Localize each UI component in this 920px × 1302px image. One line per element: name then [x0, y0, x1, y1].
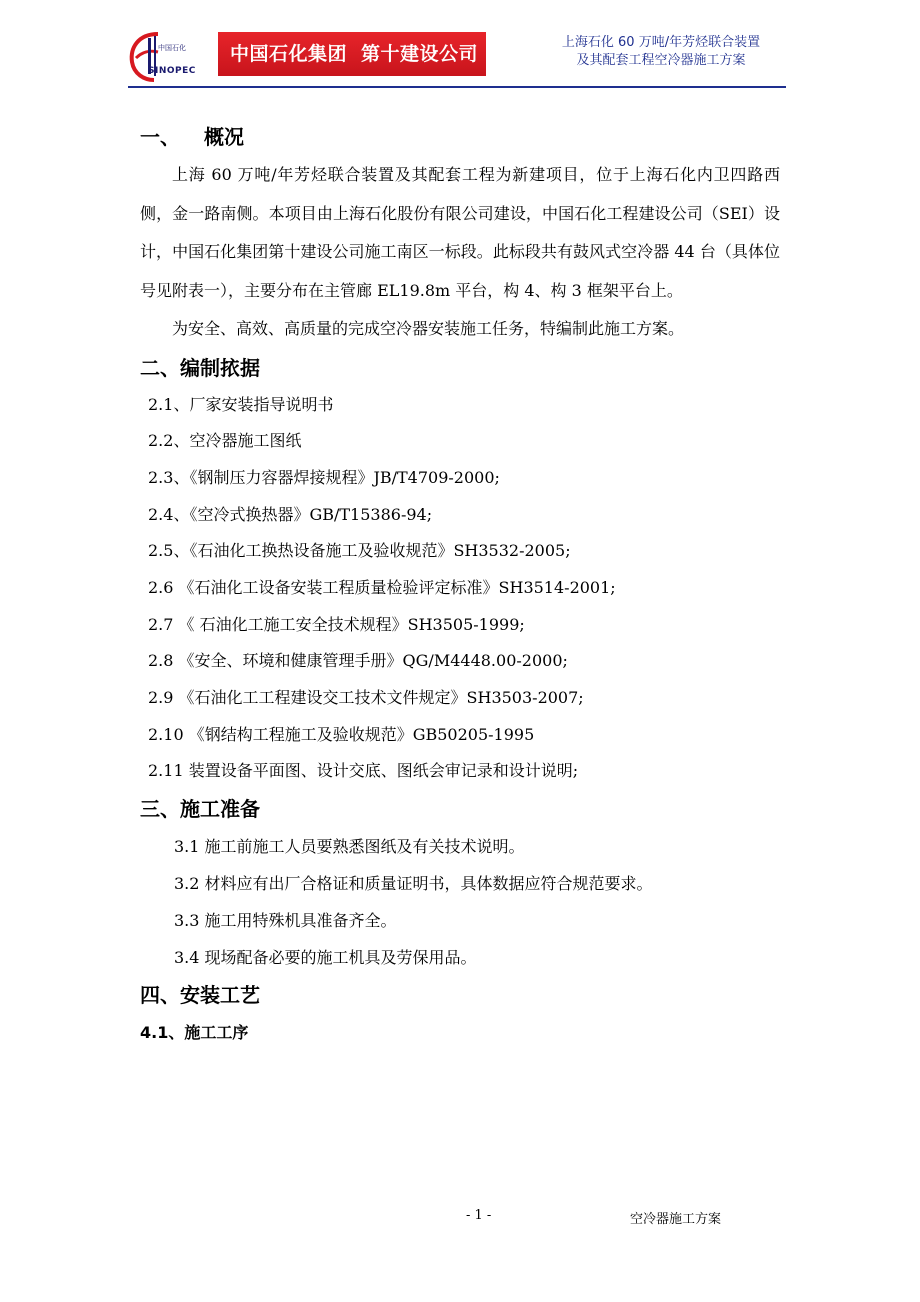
svg-text:中国石化: 中国石化: [158, 44, 186, 52]
list-item: 2.5、《石油化工换热设备施工及验收规范》SH3532-2005;: [148, 541, 571, 561]
subsection-heading-procedure: 4.1、施工工序: [140, 1023, 249, 1043]
list-item: 3.4 现场配备必要的施工机具及劳保用品。: [174, 948, 477, 968]
footer-doc-title: 空冷器施工方案: [630, 1212, 722, 1227]
list-item: 3.2 材料应有出厂合格证和质量证明书，具体数据应符合规范要求。: [174, 874, 653, 894]
banner-branch-name: 第十建设公司: [361, 43, 479, 65]
section-title: 编制挔据: [180, 355, 260, 380]
section-heading-preparation: [140, 790, 780, 828]
header-title-line2: 及其配套工程空冷器施工方案: [576, 53, 746, 68]
header-rule: [128, 86, 786, 88]
overview-purpose-paragraph: 为安全、高效、高质量的完成空冷器安装施工任务，特编制此施工方案。: [172, 319, 685, 338]
section-number: 三、: [140, 797, 180, 822]
list-item: 2.4、《空冷式换热器》GB/T15386-94;: [148, 504, 433, 524]
list-item: 2.2、空冷器施工图纸: [148, 431, 302, 451]
section-title: 安装工艺: [180, 983, 260, 1008]
header-doc-title: [536, 34, 786, 70]
document-body: [140, 118, 780, 1052]
list-item: 2.9 《石油化工工程建设交工技术文件规定》SH3503-2007;: [148, 688, 584, 707]
basis-list: [140, 387, 780, 791]
list-item: 3.3 施工用特殊机具准备齐全。: [174, 911, 397, 931]
list-item: 2.10 《钢结构工程施工及验收规范》GB50205-1995: [148, 724, 535, 744]
section-number: 四、: [140, 983, 180, 1008]
page-number: - 1 -: [466, 1208, 492, 1223]
list-item: 2.8 《安全、环境和健康管理手册》QG/M4448.00-2000;: [148, 651, 568, 671]
logo-brand-text: SINOPEC: [148, 66, 196, 76]
page-header: [128, 24, 786, 88]
section-heading-installation: [140, 976, 780, 1014]
company-banner: [218, 32, 486, 76]
banner-company-name: 中国石化集团: [230, 43, 348, 65]
list-item: 2.7 《 石油化工施工安全技术规程》SH3505-1999;: [148, 614, 525, 634]
preparation-list: [140, 828, 780, 976]
section-title: 施工准备: [180, 797, 260, 822]
page-footer: [0, 1208, 920, 1228]
section-number: 一、: [140, 125, 180, 149]
list-item: 2.1、厂家安装指导说明书: [148, 394, 334, 414]
section-number: 二、: [140, 355, 180, 380]
header-title-line1: 上海石化 60 万吨/年芳烃联合装置: [561, 35, 761, 50]
list-item: 3.1 施工前施工人员要熟悉图纸及有关技术说明。: [174, 837, 525, 857]
list-item: 2.3、《钢制压力容器焊接规程》JB/T4709-2000;: [148, 467, 500, 487]
list-item: 2.11 装置设备平面图、设计交底、图纸会审记录和设计说明;: [148, 761, 579, 781]
overview-paragraph: 上海 60 万吨/年芳烃联合装置及其配套工程为新建项目，位于上海石化内卫四路西侧，金一路南侧。本项目由上海石化股份有限公司建设，中国石化工程建设公司（SEI）设计，中国石化集团第十建设公司施工南区一标段。此标段共有鼓风式空冷器 44 台（具体位号见附表一），主要分布在主管廊 EL19.8m 平台，构 4、构 3 框架平台上。: [140, 165, 780, 300]
list-item: 2.6 《石油化工设备安装工程质量检验评定标准》SH3514-2001;: [148, 577, 616, 597]
section-title: 概况: [204, 125, 244, 149]
section-heading-basis: [140, 349, 780, 387]
section-heading-overview: [140, 118, 780, 156]
